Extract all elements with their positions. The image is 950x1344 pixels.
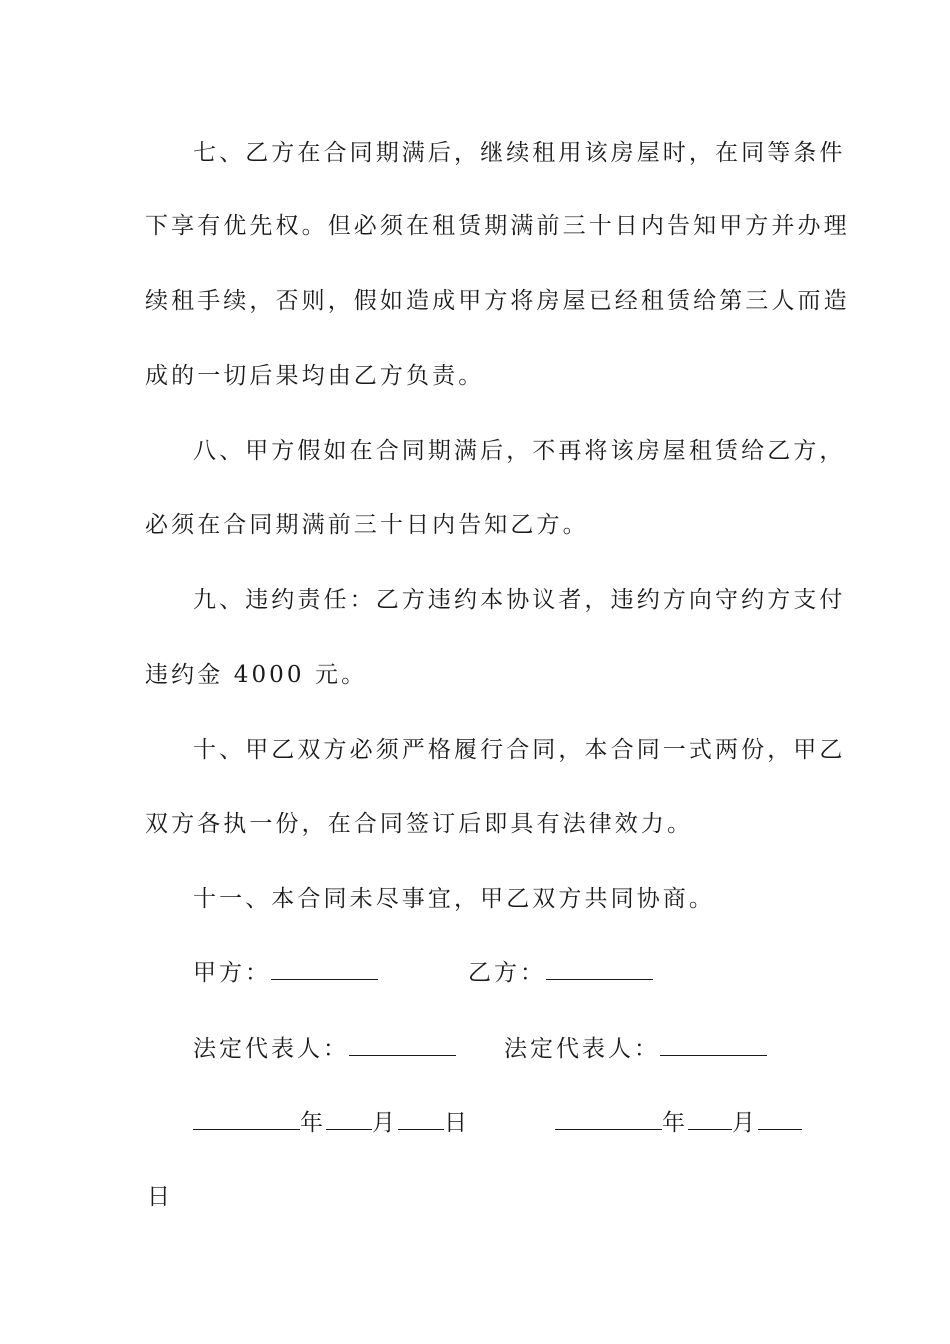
party-b-blank bbox=[546, 959, 653, 980]
rep-b-blank bbox=[660, 1035, 767, 1056]
date-a-day-blank bbox=[398, 1109, 444, 1130]
party-b-label: 乙方： bbox=[468, 960, 546, 986]
rep-b-label: 法定代表人： bbox=[504, 1036, 660, 1062]
rep-a-blank bbox=[349, 1035, 456, 1056]
rep-a-field bbox=[193, 1034, 456, 1064]
clause-9-line-2: 违约金 4000 元。 bbox=[145, 662, 368, 688]
date-b-field bbox=[555, 1108, 802, 1138]
date-b-day-label: 日 bbox=[147, 1184, 173, 1210]
date-b-year-blank bbox=[555, 1109, 662, 1130]
date-b-month-label: 月 bbox=[732, 1110, 758, 1136]
clause-7-line-4: 成的一切后果均由乙方负责。 bbox=[145, 363, 485, 389]
clause-7-line-2: 下享有优先权。但必须在租赁期满前三十日内告知甲方并办理 bbox=[145, 213, 850, 239]
date-a-month-blank bbox=[326, 1109, 372, 1130]
clause-8-line-2: 必须在合同期满前三十日内告知乙方。 bbox=[145, 512, 589, 538]
clause-9-line-1: 九、违约责任：乙方违约本协议者，违约方向守约方支付 bbox=[193, 587, 846, 613]
date-a-year-blank bbox=[193, 1109, 300, 1130]
clause-11-line-1: 十一、本合同未尽事宜，甲乙双方共同协商。 bbox=[193, 886, 715, 912]
date-b-month-blank bbox=[688, 1109, 732, 1130]
clause-10-line-2: 双方各执一份，在合同签订后即具有法律效力。 bbox=[145, 811, 694, 837]
date-a-month-label: 月 bbox=[372, 1110, 398, 1136]
date-a-year-label: 年 bbox=[300, 1110, 326, 1136]
party-a-blank bbox=[271, 959, 378, 980]
date-b-day-blank bbox=[758, 1109, 802, 1130]
clause-10-line-1: 十、甲乙双方必须严格履行合同，本合同一式两份，甲乙 bbox=[193, 737, 846, 763]
date-b-day-wrap bbox=[147, 1182, 173, 1212]
rep-a-label: 法定代表人： bbox=[193, 1036, 349, 1062]
date-a-day-label: 日 bbox=[444, 1110, 470, 1136]
clause-7-line-1: 七、乙方在合同期满后，继续租用该房屋时，在同等条件 bbox=[193, 140, 846, 166]
date-b-year-label: 年 bbox=[662, 1110, 688, 1136]
clause-7-line-3: 续租手续，否则，假如造成甲方将房屋已经租赁给第三人而造 bbox=[145, 288, 850, 314]
party-a-label: 甲方： bbox=[193, 960, 271, 986]
party-b-field bbox=[468, 958, 653, 988]
date-a-field bbox=[193, 1108, 470, 1138]
party-a-field bbox=[193, 958, 378, 988]
rep-b-field bbox=[504, 1034, 767, 1064]
clause-8-line-1: 八、甲方假如在合同期满后，不再将该房屋租赁给乙方， bbox=[193, 438, 846, 464]
